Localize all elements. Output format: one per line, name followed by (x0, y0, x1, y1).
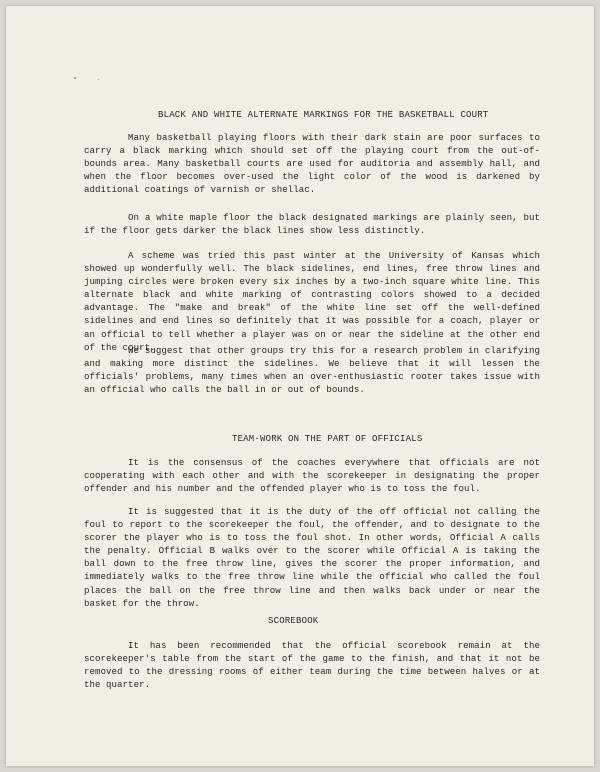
paragraph-scorebook-1: It has been recommended that the official scorebook remain at the scorekeeper's table from the start of the game to the finish, and that it not be removed to the dressing rooms of either team during the time between halves or at the quarter. (84, 640, 540, 691)
paragraph-markings-4: We suggest that other groups try this for a research problem in clarifying and making more distinct the sidelines. We believe that it will lessen the officials' problems, many times when an over-enthusiastic rooter takes issue with an official who calls the ball in or out of bounds. (84, 345, 540, 396)
paragraph-markings-2: On a white maple floor the black designated markings are plainly seen, but if the floor gets darker the black lines show less distinctly. (84, 212, 540, 237)
section-heading-scorebook: SCOREBOOK (268, 616, 319, 626)
paragraph-markings-3: A scheme was tried this past winter at the University of Kansas which showed up wonderfully well. The black sidelines, end lines, free throw lines and jumping circles were broken every six inches by a two-inch square white line. This alternate black and white marking of contrasting colors showed to a decided advantage. The "make and break" of the white line set off the well-defined sidelines and end lines so definitely that it was possible for a coach, player or an official to tell whether a player was on or near the sideline at the other end of the court. (84, 250, 540, 353)
section-heading-markings: BLACK AND WHITE ALTERNATE MARKINGS FOR THE BASKETBALL COURT (158, 110, 489, 120)
paper-speck (74, 77, 76, 79)
document-page (6, 6, 594, 766)
paragraph-officials-1: It is the consensus of the coaches everywhere that officials are not cooperating with each other and with the scorekeeper in designating the proper offender and his number and the offended player who is to toss the foul. (84, 457, 540, 495)
paragraph-markings-1: Many basketball playing floors with their dark stain are poor surfaces to carry a black marking which should set off the playing court from the out-of-bounds area. Many basketball courts are used for auditoria and assembly hall, and when the floor becomes over-used the light color of the wood is darkened by additional coatings of varnish or shellac. (84, 132, 540, 196)
paragraph-officials-2: It is suggested that it is the duty of the off official not calling the foul to report to the scorekeeper the foul, the offender, and to designate to the scorer the player who is to toss the foul shot. In other words, Official A calls the penalty. Official B walks over to the scorer while Official A is taking the ball down to the free throw line, gives the scorer the proper information, and immediately walks to the free throw line while the official who called the foul places the ball on the free throw line and then walks back under or near the basket for the throw. (84, 506, 540, 609)
section-heading-officials: TEAM-WORK ON THE PART OF OFFICIALS (232, 434, 423, 444)
paper-speck (98, 79, 99, 80)
